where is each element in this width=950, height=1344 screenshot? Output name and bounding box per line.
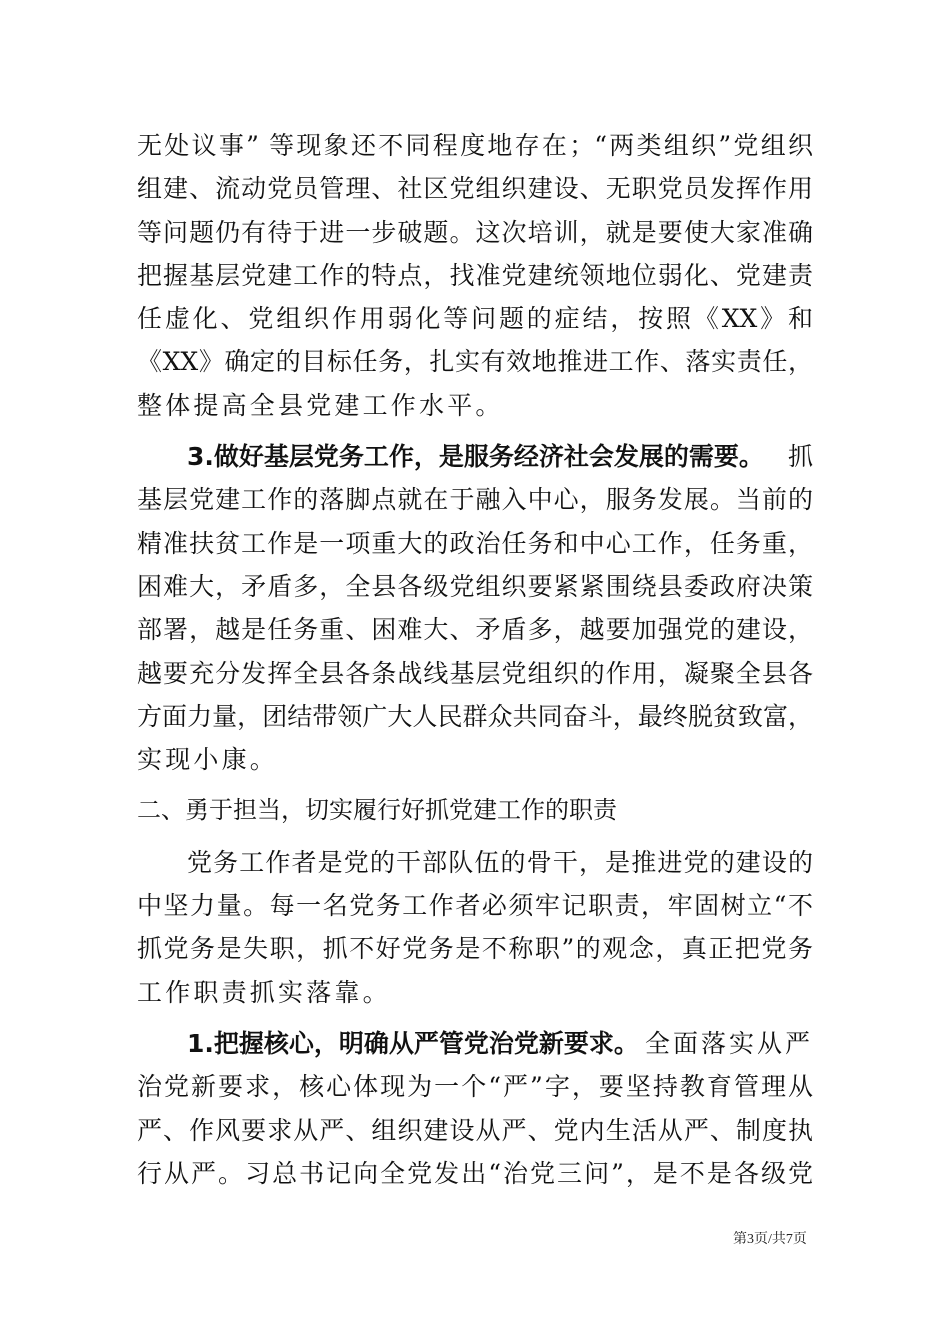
- text-line: 工作职责抓实落靠。: [137, 977, 391, 1007]
- page-indicator: 第3页/共7页: [733, 1232, 807, 1247]
- text-line: 组建、流动党员管理、社区党组织建设、无职党员发挥作用: [137, 174, 813, 204]
- text-line: 中坚力量。每一名党务工作者必须牢记职责，牢固树立“不: [137, 891, 813, 921]
- document-page: [137, 124, 813, 1195]
- text-fragment: 抓: [787, 442, 813, 472]
- text-line: 无处议事” 等现象还不同程度地存在；“两类组织”党组织: [137, 131, 813, 160]
- section-heading: 二、勇于担当，切实履行好抓党建工作的职责: [137, 796, 617, 825]
- text-line: 党务工作者是党的干部队伍的骨干，是推进党的建设的: [187, 847, 813, 877]
- text-line: 困难大，矛盾多，全县各级党组织要紧紧围绕县委政府决策: [137, 571, 813, 601]
- text-line: 方面力量，团结带领广大人民群众共同奋斗，最终脱贫致富，: [137, 701, 813, 731]
- text-line: 越要充分发挥全县各条战线基层党组织的作用，凝聚全县各: [137, 658, 813, 688]
- text-line: 整体提高全县党建工作水平。: [137, 390, 504, 420]
- point-1-heading: 1.把握核心，明确从严管党治党新要求。: [187, 1028, 639, 1058]
- point-3-heading: 3.做好基层党务工作，是服务经济社会发展的需要。: [187, 442, 764, 472]
- text-line: 精准扶贫工作是一项重大的政治任务和中心工作，任务重，: [137, 528, 813, 558]
- paragraph-point-3: [137, 435, 813, 781]
- text-line: 把握基层党建工作的特点，找准党建统领地位弱化、党建责: [137, 260, 813, 290]
- text-line: 行从严。习总书记向全党发出“治党三问”，是不是各级党: [137, 1158, 813, 1188]
- text-line: 任虚化、党组织作用弱化等问题的症结，按照《XX》和: [137, 304, 813, 334]
- paragraph-section-intro: [137, 841, 813, 1014]
- text-line: 基层党建工作的落脚点就在于融入中心，服务发展。当前的: [137, 485, 813, 515]
- paragraph-continuation: [137, 124, 813, 427]
- paragraph-point-1: [137, 1022, 813, 1195]
- text-line: 《XX》确定的目标任务，扎实有效地推进工作、落实责任，: [137, 347, 813, 377]
- text-line: 严、作风要求从严、组织建设从严、党内生活从严、制度执: [137, 1115, 813, 1145]
- text-line: 抓党务是失职，抓不好党务是不称职”的观念，真正把党务: [137, 934, 813, 964]
- text-line: 部署，越是任务重、困难大、矛盾多，越要加强党的建设，: [137, 615, 813, 645]
- text-line: [137, 1022, 813, 1065]
- text-line: 治党新要求，核心体现为一个“严”字，要坚持教育管理从: [137, 1072, 813, 1102]
- text-line: 实现小康。: [137, 745, 279, 775]
- text-fragment: 全面落实从严: [644, 1028, 813, 1058]
- text-line: 等问题仍有待于进一步破题。这次培训，就是要使大家准确: [137, 217, 813, 247]
- text-line: [137, 435, 813, 478]
